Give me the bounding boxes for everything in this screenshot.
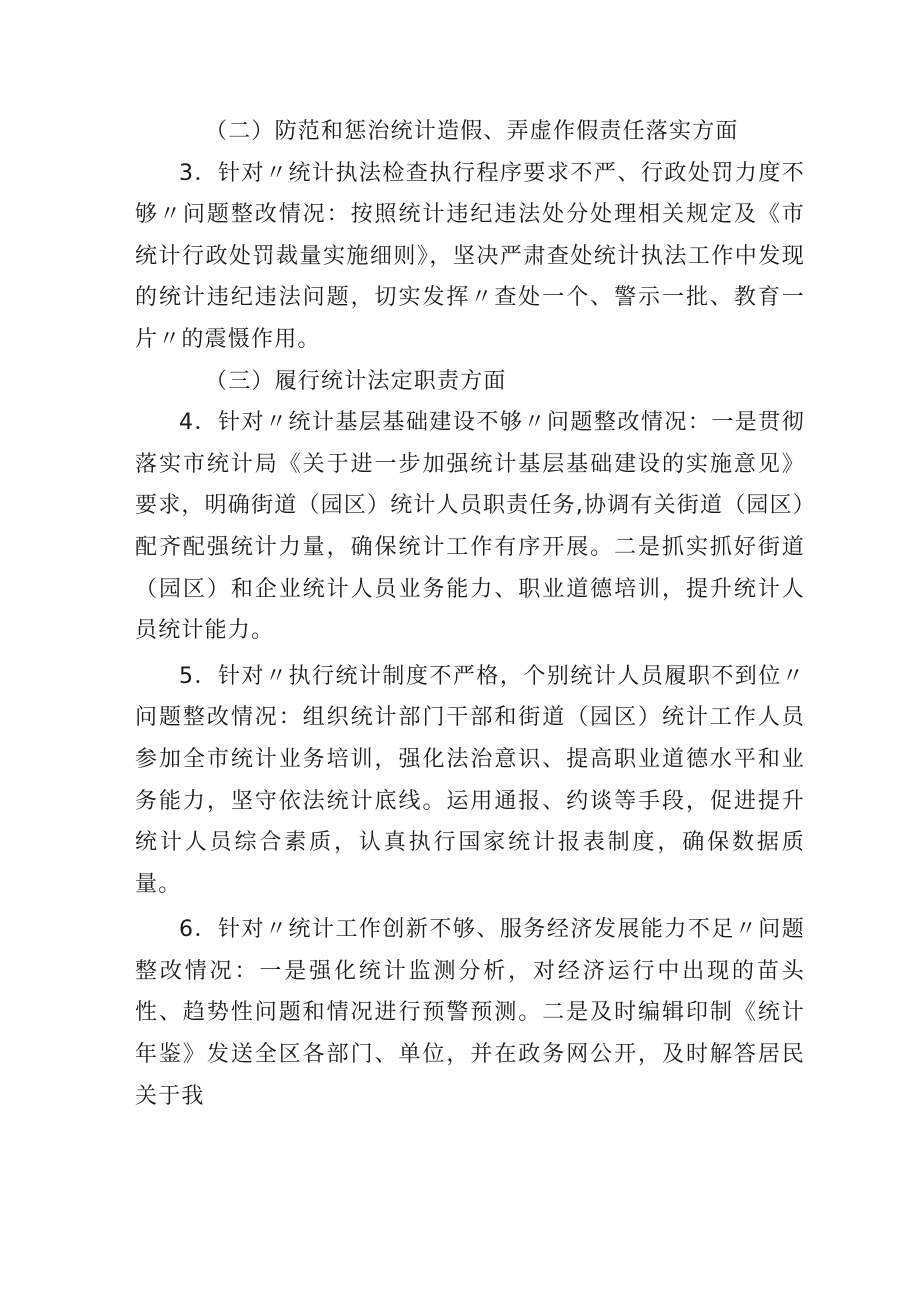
section-heading-3: （三）履行统计法定职责方面 [205, 368, 507, 394]
paragraph-3: 3．针对〃统计执法检查执行程序要求不严、行政处罚力度不够〃问题整改情况：按照统计违纪违法处分处理相关规定及《市统计行政处罚裁量实施细则》，坚决严肃查处统计执法工作中发现的统计违纪违法问题，切实发挥〃查处一个、警示一批、教育一片〃的震慑作用。 [135, 160, 805, 352]
paragraph-6: 6．针对〃统计工作创新不够、服务经济发展能力不足〃问题整改情况：一是强化统计监测分析，对经济运行中出现的苗头性、趋势性问题和情况进行预警预测。二是及时编辑印制《统计年鉴》发送全区各部门、单位，并在政务网公开，及时解答居民关于我 [135, 917, 805, 1109]
paragraph-4: 4．针对〃统计基层基础建设不够〃问题整改情况：一是贯彻落实市统计局《关于进一步加强统计基层基础建设的实施意见》要求，明确街道（园区）统计人员职责任务,协调有关街道（园区）配齐配强统计力量，确保统计工作有序开展。二是抓实抓好街道（园区）和企业统计人员业务能力、职业道德培训，提升统计人员统计能力。 [135, 410, 805, 644]
section-heading-2: （二）防范和惩治统计造假、弄虚作假责任落实方面 [205, 119, 739, 144]
document-body [135, 111, 805, 1117]
paragraph-5: 5．针对〃执行统计制度不严格，个别统计人员履职不到位〃问题整改情况：组织统计部门干部和街道（园区）统计工作人员参加全市统计业务培训，强化法治意识、提高职业道德水平和业务能力，坚守依法统计底线。运用通报、约谈等手段，促进提升统计人员综合素质，认真执行国家统计报表制度，确保数据质量。 [135, 663, 805, 897]
